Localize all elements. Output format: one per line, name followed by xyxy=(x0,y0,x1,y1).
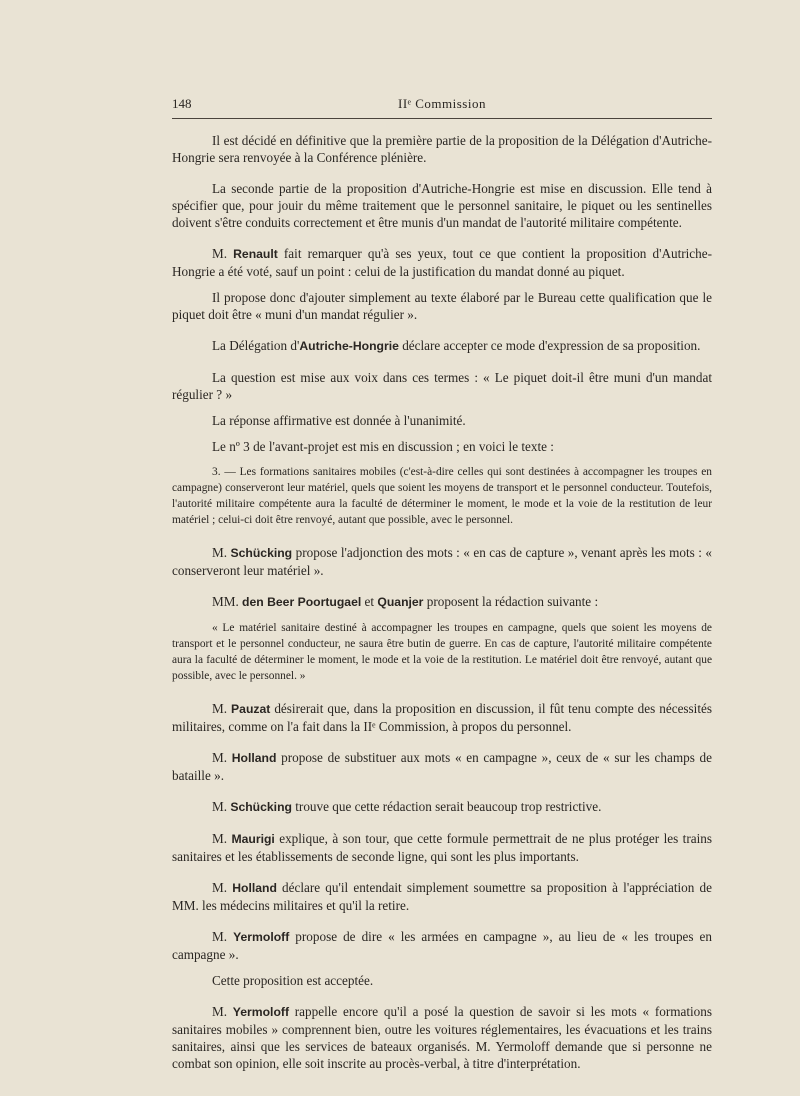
paragraph-text: fait remarquer qu'à ses yeux, tout ce que contient la proposition d'Autriche-Hongrie a été voté, sauf un point : celui de la justification du mandat donné au piquet. xyxy=(172,246,712,279)
paragraph-text: trouve que cette rédaction serait beaucoup trop restrictive. xyxy=(291,799,602,814)
paragraph-lead: M. xyxy=(212,750,232,765)
paragraph-text: « Le matériel sanitaire destiné à accompagner les troupes en campagne, quels que soient les moyens de transport et le personnel conducteur, ne saura être butin de guerre. En cas de capture, l'autorité militaire compétente aura la faculté de déterminer le moment, le mode et la voie de la restitution. Le matériel doit être renvoyé, autant que possible, avec le personnel. » xyxy=(172,622,712,682)
speaker-name: den Beer Poortugael xyxy=(242,595,362,609)
paragraph xyxy=(172,245,712,280)
speaker-name: Quanjer xyxy=(377,595,424,609)
paragraph xyxy=(172,620,712,684)
paragraph-text: désirerait que, dans la proposition en discussion, il fût tenu compte des nécessités militaires, comme on l'a fait dans la IIᵉ Commission, à propos du personnel. xyxy=(172,701,712,734)
speaker-name: Autriche-Hongrie xyxy=(299,339,399,353)
paragraph-connector: et xyxy=(361,594,378,609)
paragraph-lead: M. xyxy=(212,545,231,560)
paragraph xyxy=(172,1003,712,1072)
paragraph-lead: M. xyxy=(212,701,232,716)
paragraph-lead: M. xyxy=(212,1004,233,1019)
paragraph xyxy=(172,700,712,735)
paragraph xyxy=(172,879,712,914)
speaker-name: Maurigi xyxy=(231,832,275,846)
paragraph-text: La seconde partie de la proposition d'Autriche-Hongrie est mise en discussion. Elle tend à spécifier que, pour jouir du même traitement que le personnel sanitaire, le piquet ou les sentinelles doivent s'être conduits correctement et être munis d'un mandat de l'autorité militaire compétente. xyxy=(172,181,712,230)
paragraph-text: La réponse affirmative est donnée à l'unanimité. xyxy=(212,413,466,428)
paragraph xyxy=(172,928,712,963)
paragraph xyxy=(172,798,712,816)
paragraph-lead: La Délégation d' xyxy=(212,338,300,353)
paragraph-text: déclare qu'il entendait simplement soumettre sa proposition à l'appréciation de MM. les médecins militaires et qu'il la retire. xyxy=(172,880,712,913)
paragraph xyxy=(172,180,712,231)
paragraph-text: propose de dire « les armées en campagne », au lieu de « les troupes en campagne ». xyxy=(172,929,712,962)
speaker-name: Schücking xyxy=(230,546,293,560)
paragraph-lead: M. xyxy=(212,799,231,814)
running-title: IIᵉ Commission xyxy=(398,96,486,111)
page-body xyxy=(172,132,712,1081)
speaker-name: Schücking xyxy=(230,800,292,814)
page-number: 148 xyxy=(172,96,192,111)
paragraph xyxy=(172,132,712,166)
speaker-name: Yermoloff xyxy=(232,1005,290,1019)
paragraph-text: propose de substituer aux mots « en campagne », ceux de « sur les champs de bataille ». xyxy=(172,750,712,783)
paragraph-lead: M. xyxy=(212,831,232,846)
paragraph-text: proposent la rédaction suivante : xyxy=(423,594,599,609)
paragraph xyxy=(172,593,712,611)
paragraph xyxy=(172,438,712,455)
paragraph xyxy=(172,289,712,323)
paragraph xyxy=(172,749,712,784)
header-rule xyxy=(172,118,712,119)
paragraph-lead: M. xyxy=(212,929,234,944)
paragraph-text: Cette proposition est acceptée. xyxy=(212,973,374,988)
paragraph-text: explique, à son tour, que cette formule permettrait de ne plus protéger les trains sanitaires et les établissements de seconde ligne, qui sont les plus importants. xyxy=(172,831,712,864)
paragraph-text: déclare accepter ce mode d'expression de sa proposition. xyxy=(398,338,701,353)
paragraph xyxy=(172,337,712,355)
speaker-name: Holland xyxy=(232,881,277,895)
paragraph-text: La question est mise aux voix dans ces termes : « Le piquet doit-il être muni d'un mandat régulier ? » xyxy=(172,370,712,402)
paragraph-text: Le nº 3 de l'avant-projet est mis en discussion ; en voici le texte : xyxy=(212,439,554,454)
paragraph xyxy=(172,972,712,989)
paragraph-lead: M. xyxy=(212,246,234,261)
paragraph xyxy=(172,464,712,528)
paragraph xyxy=(172,412,712,429)
paragraph-lead: M. xyxy=(212,880,233,895)
speaker-name: Pauzat xyxy=(231,702,271,716)
paragraph xyxy=(172,544,712,579)
paragraph-text: rappelle encore qu'il a posé la question de savoir si les mots « formations sanitaires mobiles » comprennent bien, outre les voitures réglementaires, les évacuations et les trains sanitaires, ainsi que les services de bateaux organisés. M. Yermoloff demande que si personne ne combat son opinion, elle soit inscrite au procès-verbal, à titre d'interprétation. xyxy=(172,1004,712,1071)
page-header xyxy=(172,96,712,114)
paragraph-text: Il propose donc d'ajouter simplement au texte élaboré par le Bureau cette qualification que le piquet doit être « muni d'un mandat régulier ». xyxy=(172,290,712,322)
paragraph xyxy=(172,369,712,403)
paragraph-lead: MM. xyxy=(212,594,243,609)
speaker-name: Holland xyxy=(231,751,277,765)
paragraph xyxy=(172,830,712,865)
speaker-name: Renault xyxy=(233,247,278,261)
paragraph-text: 3. — Les formations sanitaires mobiles (c'est-à-dire celles qui sont destinées à accompagner les troupes en campagne) conserveront leur matériel, quels que soient les moyens de transport et le personnel conducteur. Toutefois, l'autorité militaire compétente aura la faculté de déterminer le moment, le mode et la voie de la restitution de leur matériel ; celui-ci doit être renvoyé, autant que possible, avec le personnel. xyxy=(172,466,712,526)
paragraph-text: propose l'adjonction des mots : « en cas de capture », venant après les mots : « conserveront leur matériel ». xyxy=(172,545,712,578)
speaker-name: Yermoloff xyxy=(233,930,290,944)
paragraph-text: Il est décidé en définitive que la première partie de la proposition de la Délégation d'Autriche-Hongrie sera renvoyée à la Conférence plénière. xyxy=(172,133,712,165)
